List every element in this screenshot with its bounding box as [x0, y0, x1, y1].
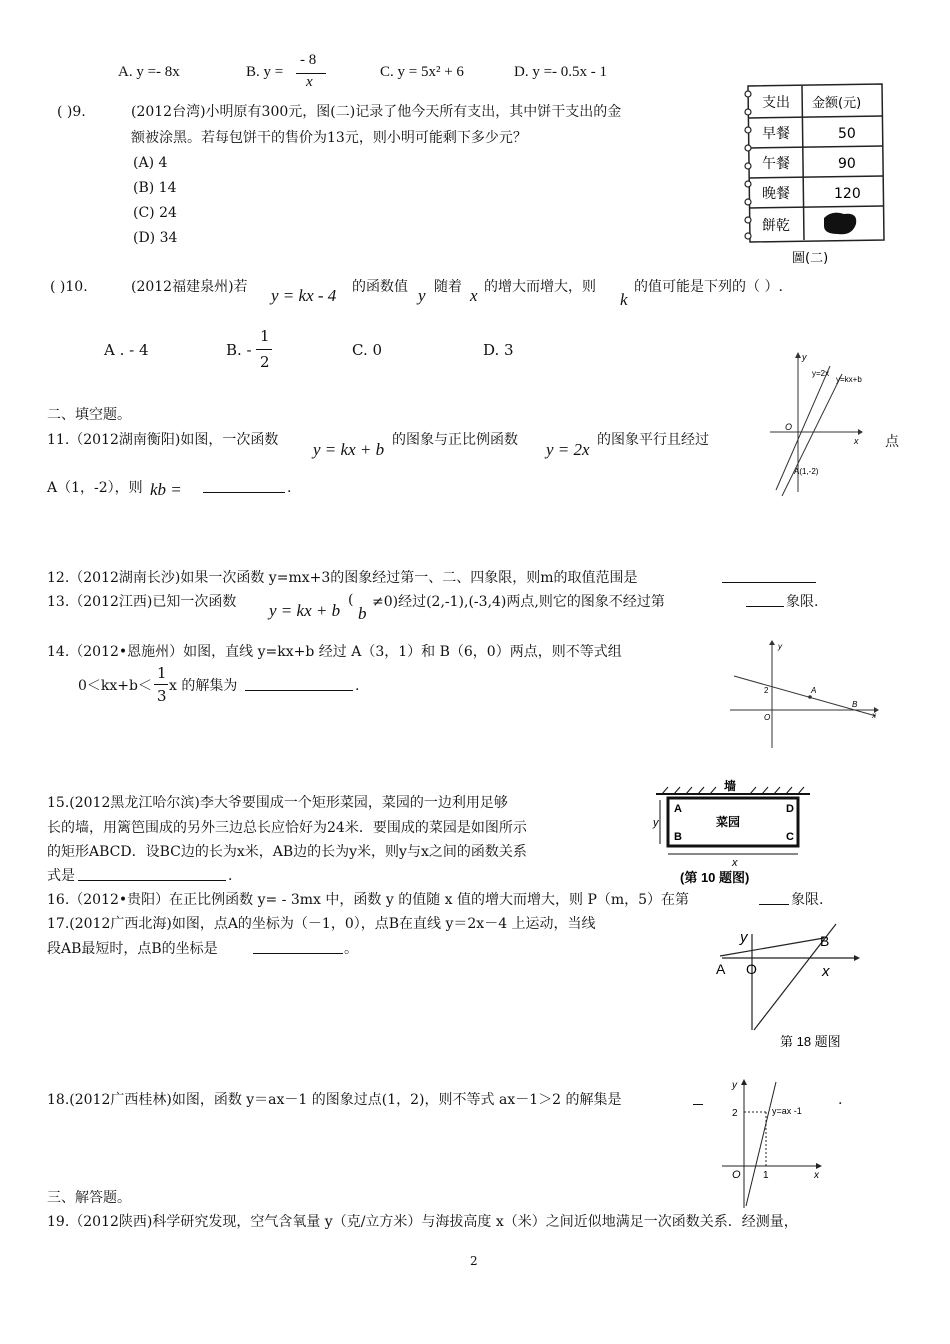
- origin-label: O: [764, 713, 771, 722]
- q14-frac-denominator: 3: [157, 687, 167, 705]
- y-dimension-label: y: [653, 817, 659, 829]
- q18-suffix: .: [838, 1092, 843, 1108]
- wall-label: 墙: [724, 779, 737, 793]
- q9-line2: 额被涂黑。若每包饼干的售价为13元，则小明可能剩下多少元？: [131, 130, 527, 146]
- y-intercept-label: 2: [764, 686, 769, 695]
- point-b-label: B: [820, 933, 830, 949]
- q10-var-k: k: [620, 290, 628, 309]
- origin-label: O: [732, 1169, 741, 1181]
- q14-answer-blank: [245, 676, 353, 691]
- q10-mid2: 随着: [434, 279, 462, 295]
- q14-line2-suffix: .: [355, 678, 360, 694]
- point-a-label: A(1,-2): [794, 467, 819, 476]
- table-cell-item: 早餐: [762, 126, 790, 142]
- y-arrow: [769, 640, 775, 645]
- figure-caption: 第 18 题图: [780, 1034, 841, 1049]
- vertex-a-label: A: [674, 803, 682, 815]
- q8-options: [118, 52, 678, 98]
- x-arrow: [816, 1163, 822, 1169]
- y-arrow: [741, 1079, 747, 1085]
- origin-label: O: [785, 422, 793, 432]
- figure-caption: (第 10 题图): [680, 870, 750, 885]
- fraction-bar: [256, 349, 272, 350]
- q15-line4-prefix: 式是: [47, 868, 75, 884]
- q11-answer-blank: [203, 478, 285, 493]
- q10-formula: y = kx - 4: [271, 286, 337, 305]
- q14-line1: 14.（2012•恩施州）如图，直线 y=kx+b 经过 A（3，1）和 B（6，0）两点，则不等式组: [47, 644, 622, 660]
- q11-formula-1: y = kx + b: [313, 440, 385, 459]
- q17-answer-blank: [253, 939, 343, 954]
- y-axis-label: y: [740, 929, 748, 946]
- table-cell-amount: 50: [838, 126, 856, 142]
- q10-var-x: x: [470, 286, 478, 305]
- q17-line1: 17.(2012广西北海)如图，点A的坐标为（－1，0），点B在直线 y＝2x－4 上运动，当线: [47, 916, 596, 932]
- table-cell-item: 午餐: [762, 156, 790, 172]
- x-value-label: 1: [763, 1170, 769, 1181]
- page-number: 2: [470, 1254, 478, 1268]
- fraction-bar: [154, 684, 168, 685]
- table-header-amount: 金额(元): [812, 96, 862, 111]
- table-cell-item: 晚餐: [762, 186, 790, 202]
- table-cell-amount: 90: [838, 156, 856, 172]
- q15-line4-suffix: .: [228, 868, 233, 884]
- point-a: [808, 695, 812, 699]
- q9-option-a: (A) 4: [133, 155, 168, 171]
- garden-label: 菜园: [716, 815, 741, 829]
- q13-paren: (: [348, 592, 354, 608]
- q13-answer-blank: [746, 592, 784, 607]
- q11-formula-3: kb =: [150, 480, 182, 499]
- q11-point-word: 点: [885, 434, 899, 450]
- q14-line2-mid: x 的解集为: [169, 678, 238, 694]
- q8-option-d: D. y =- 0.5x - 1: [514, 64, 608, 80]
- q10-option-b-denominator: 2: [260, 353, 270, 371]
- q11-prefix: 11.（2012湖南衡阳)如图，一次函数: [47, 432, 279, 448]
- x-axis-label: x: [814, 1170, 819, 1181]
- q11-line2-prefix: A（1，-2），则: [47, 480, 143, 496]
- q18-graph: [718, 1076, 828, 1212]
- section-solve-heading: 三、解答题。: [47, 1190, 131, 1206]
- q9-paren: ( )9.: [57, 104, 86, 120]
- vertex-b-label: B: [674, 831, 682, 843]
- blacked-out-amount: [824, 213, 856, 235]
- q10-option-b-numerator: 1: [260, 327, 270, 345]
- q10-prefix: (2012福建泉州)若: [131, 279, 248, 295]
- table-header-item: 支出: [762, 95, 790, 111]
- q12-answer-blank: [722, 568, 816, 583]
- line-y-ax-1: [746, 1082, 776, 1206]
- q13-prefix: 13.（2012江西)已知一次函数: [47, 594, 237, 610]
- q16-text: 16.（2012•贵阳）在正比例函数 y= - 3mx 中，函数 y 的值随 x 值的增大而增大，则 P（m，5）在第: [47, 892, 690, 908]
- q8-option-b-denominator: x: [306, 74, 313, 90]
- q11-formula-2: y = 2x: [546, 440, 590, 459]
- point-a-label: A: [811, 686, 817, 695]
- q17-line2-suffix: 。: [344, 941, 358, 957]
- q8-option-b: B. y =: [246, 64, 284, 80]
- q12-text: 12.（2012湖南长沙)如果一次函数 y=mx+3的图象经过第一、二、四象限，则m的取值范围是: [47, 570, 638, 586]
- q8-option-c: C. y = 5x² + 6: [380, 64, 464, 80]
- y-value-label: 2: [732, 1108, 738, 1119]
- q10-option-d: D. 3: [483, 341, 514, 359]
- q18-answer-blank: [693, 1090, 703, 1105]
- q11-line2-suffix: .: [287, 480, 292, 496]
- q16-answer-blank: [759, 890, 789, 905]
- q13-suffix: 象限.: [786, 594, 819, 610]
- q15-answer-blank: [78, 866, 226, 881]
- q10-paren: ( )10.: [50, 279, 88, 295]
- q16-suffix: 象限.: [791, 892, 824, 908]
- vertex-c-label: C: [786, 831, 794, 843]
- q11-mid: 的图象与正比例函数: [392, 432, 518, 448]
- q15-line3: 的矩形ABCD．设BC边的长为x米，AB边的长为y米，则y与x之间的函数关系: [47, 844, 527, 860]
- q13-condition: ≠0)经过(2,-1),(-3,4)两点,则它的图象不经过第: [372, 594, 665, 610]
- y-arrow: [795, 352, 801, 358]
- q11-suffix: 的图象平行且经过: [597, 432, 709, 448]
- line-y-kx-b: [782, 374, 842, 496]
- x-arrow: [858, 429, 863, 435]
- q9-line1: (2012台湾)小明原有300元，图(二)记录了他今天所有支出，其中饼干支出的金: [131, 104, 622, 120]
- x-axis-label: x: [854, 436, 859, 446]
- table-cell-amount: 120: [834, 186, 861, 202]
- line-label-y-kx-b: y=kx+b: [836, 375, 862, 384]
- q10-option-b: B. -: [226, 341, 252, 359]
- q9-option-b: (B) 14: [133, 180, 177, 196]
- origin-label: O: [746, 961, 757, 977]
- y-axis-label: y: [802, 352, 807, 362]
- q8-option-a: A. y =- 8x: [118, 64, 180, 80]
- garden-figure: [652, 776, 816, 888]
- q15-line1: 15.(2012黑龙江哈尔滨)李大爷要围成一个矩形菜园，菜园的一边利用足够: [47, 795, 508, 811]
- expense-table-figure: [740, 80, 890, 270]
- table-row-line: [749, 116, 883, 118]
- segment-ab: [720, 938, 824, 956]
- line-label-y-2x: y=2x: [812, 369, 830, 378]
- section-fill-in-heading: 二、填空题。: [47, 407, 131, 423]
- point-b-label: B: [852, 700, 858, 709]
- q17-graph: [710, 920, 870, 1054]
- y-axis-label: y: [732, 1080, 737, 1091]
- q17-line2-prefix: 段AB最短时，点B的坐标是: [47, 941, 218, 957]
- x-dimension-label: x: [732, 857, 738, 869]
- point-a-label: A: [716, 961, 726, 977]
- q13-formula: y = kx + b: [269, 601, 341, 620]
- q14-frac-numerator: 1: [157, 664, 167, 682]
- table-divider: [802, 86, 804, 240]
- q11-graph: [760, 350, 875, 500]
- q10-option-a: A . - 4: [104, 341, 149, 359]
- q8-option-b-numerator: - 8: [300, 52, 317, 68]
- q14-line2-prefix: 0＜kx+b＜: [78, 678, 152, 694]
- q10-var-y: y: [418, 286, 426, 305]
- table-row-line: [749, 176, 883, 178]
- q15-line2: 长的墙，用篱笆围成的另外三边总长应恰好为24米．要围成的菜园是如图所示: [47, 820, 527, 836]
- vertex-d-label: D: [786, 803, 794, 815]
- q10-suffix: 的值可能是下列的（ ）.: [634, 279, 783, 295]
- line-label: y=ax -1: [772, 1106, 802, 1116]
- q9-option-c: (C) 24: [133, 205, 177, 221]
- q19-text: 19.（2012陕西)科学研究发现，空气含氧量 y（克/立方米）与海拔高度 x（米）之间近似地满足一次函数关系．经测量，: [47, 1214, 798, 1230]
- table-row-line: [749, 146, 883, 148]
- q10-mid3: 的增大而增大，则: [484, 279, 596, 295]
- table-cell-item: 餅乾: [762, 218, 790, 234]
- q10-mid1: 的函数值: [352, 279, 408, 295]
- q14-graph: [726, 638, 882, 750]
- table-row-line: [749, 206, 883, 208]
- x-axis-label: x: [822, 963, 830, 980]
- figure-caption: 圖(二): [792, 251, 829, 266]
- x-axis-label: x: [872, 711, 876, 720]
- y-axis-label: y: [778, 642, 782, 651]
- q10-option-c: C. 0: [352, 341, 383, 359]
- x-arrow: [854, 955, 860, 961]
- q13-var-b: b: [358, 604, 367, 623]
- q18-text: 18.(2012广西桂林)如图，函数 y＝ax－1 的图象过点(1，2)，则不等式 ax－1＞2 的解集是: [47, 1092, 622, 1108]
- q9-option-d: (D) 34: [133, 230, 178, 246]
